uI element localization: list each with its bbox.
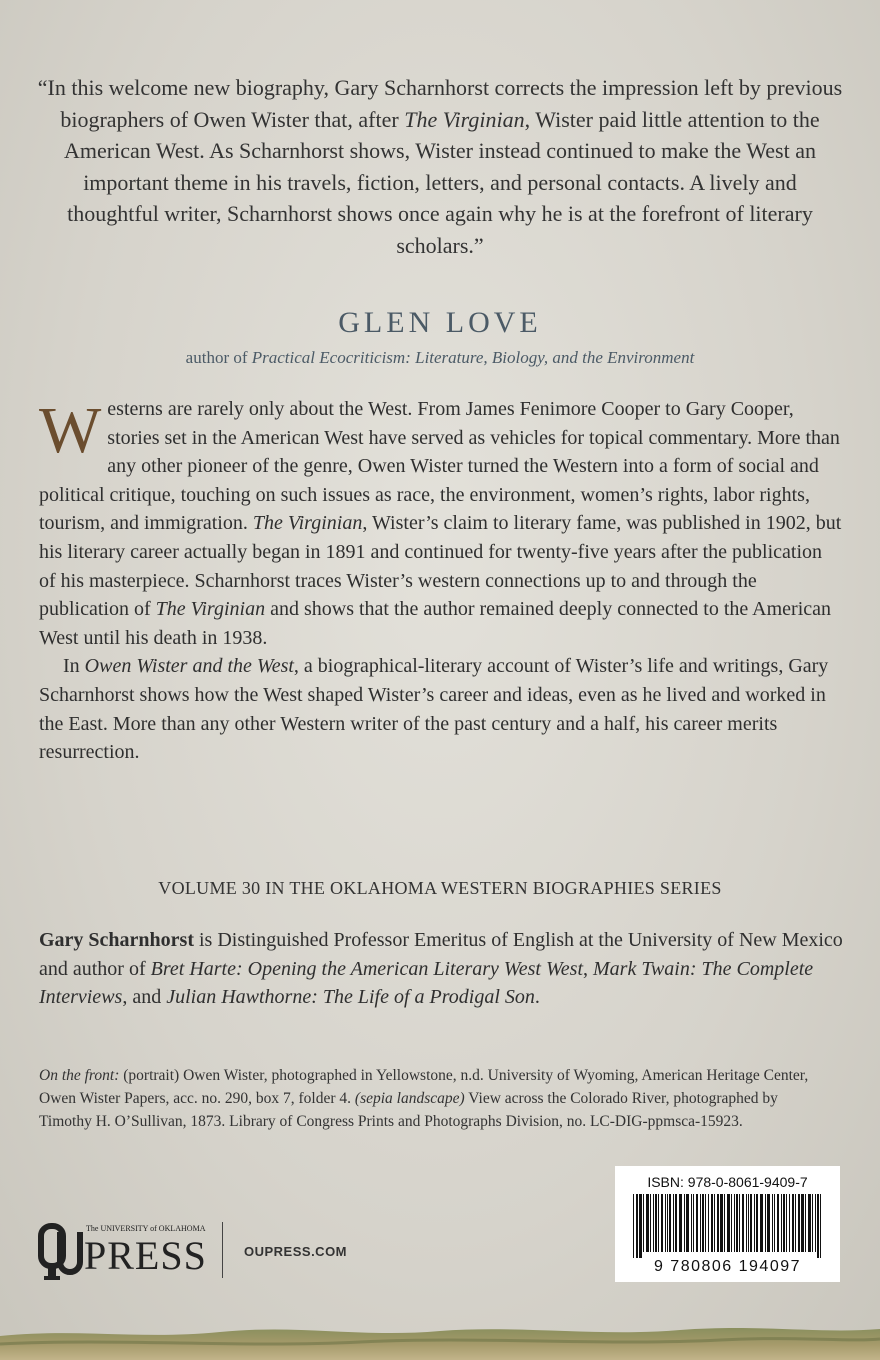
publisher-website: OUPRESS.COM	[244, 1244, 348, 1259]
isbn-barcode-box	[615, 1166, 840, 1282]
bio-text: is Distinguished Professor Emeritus of English at the University of New Mexico and author of	[39, 929, 843, 980]
credits-portrait-text: Owen Wister, photographed in Yellowstone, n.d. University of Wyoming, American Heritage Center, Owen Wister Papers, acc. no. 290, box 7, folder 4.	[39, 1067, 809, 1107]
credit-prefix: author of	[185, 348, 252, 367]
blurb-author-name: GLEN LOVE	[338, 306, 542, 339]
landscape-strip	[0, 1322, 880, 1360]
credit-book-title: Practical Ecocriticism: Literature, Biology, and the Environment	[251, 348, 695, 367]
bio-end: .	[534, 986, 540, 1009]
credits-portrait-label: (portrait)	[123, 1067, 180, 1084]
bio-book-3: Julian Hawthorne: The Life of a Prodigal Son	[166, 986, 535, 1009]
credits-front-label: On the front:	[39, 1067, 120, 1084]
quote-book-title: The Virginian	[404, 106, 525, 132]
author-bio	[39, 926, 843, 1012]
series-line: VOLUME 30 IN THE OKLAHOMA WESTERN BIOGRAPHIES SERIES	[158, 878, 722, 898]
bio-separator-2: , and	[122, 986, 167, 1009]
publisher-logo	[38, 1222, 238, 1282]
credits-landscape-label: (sepia landscape)	[354, 1090, 465, 1107]
bio-book-1: Bret Harte: Opening the American Literary West West	[150, 957, 583, 980]
description-paragraph-1	[39, 395, 843, 652]
p1-book-title-2: The Virginian	[155, 598, 266, 621]
drop-cap: W	[39, 394, 102, 467]
bio-separator-1: ,	[583, 957, 593, 980]
author-name: Gary Scharnhorst	[39, 929, 194, 951]
p1-text-c: and shows that the author remained deeply connected to the American West until his death in 1938.	[39, 598, 832, 649]
blurb-quote	[36, 72, 844, 261]
p1-book-title: The Virginian	[252, 512, 363, 535]
book-description	[39, 395, 843, 767]
p2-text-b: , a biographical-literary account of Wister’s life and writings, Gary Scharnhorst shows how the West shaped Wister’s career and ideas, even as he lived and worked in the East. More than any other Western writer of the past century and a half, his career merits resurrection.	[39, 655, 829, 764]
p2-book-title: Owen Wister and the West	[84, 655, 294, 678]
p1-text-a: esterns are rarely only about the West. From James Fenimore Cooper to Gary Cooper, stories set in the American West have served as vehicles for topical commentary. More than any other pioneer of the genre, Owen Wister turned the Western into a form of social and political critique, touching on such issues as race, the environment, women’s rights, labor rights, tourism, and immigration.	[39, 398, 840, 535]
blurb-author-credit	[0, 348, 880, 368]
ou-monogram-icon	[38, 1222, 84, 1282]
isbn-label: ISBN: 978-0-8061-9409-7	[647, 1174, 808, 1190]
logo-tagline: The UNIVERSITY of OKLAHOMA	[86, 1224, 206, 1233]
description-paragraph-2	[39, 652, 843, 766]
photo-credits	[39, 1064, 819, 1133]
credits-landscape-text: View across the Colorado River, photographed by Timothy H. O’Sullivan, 1873. Library of Congress Prints and Photographs Division, no. LC-DIG-ppmsca-15923.	[39, 1090, 778, 1130]
bio-book-2: Mark Twain: The Complete Interviews	[39, 957, 814, 1009]
quote-text-continued: , Wister paid little attention to the American West. As Scharnhorst shows, Wister instead continued to make the West an important theme in his travels, fiction, letters, and personal contacts. A lively and thoughtful writer, Scharnhorst shows once again why he is at the forefront of literary scholars.”	[64, 106, 820, 258]
isbn-digits: 9 780806 194097	[653, 1258, 802, 1275]
quote-text: “In this welcome new biography, Gary Scharnhorst corrects the impression left by previous biographers of Owen Wister that, after	[37, 75, 843, 132]
p1-text-b: , Wister’s claim to literary fame, was published in 1902, but his literary career actually began in 1891 and continued for twenty-five years after the publication of his masterpiece. Scharnhorst traces Wister’s western connections up to and through the publication of	[39, 512, 842, 621]
logo-divider	[222, 1222, 223, 1278]
p2-text-a: In	[63, 655, 85, 678]
barcode-icon	[633, 1194, 822, 1258]
logo-wordmark: PRESS	[84, 1233, 207, 1278]
